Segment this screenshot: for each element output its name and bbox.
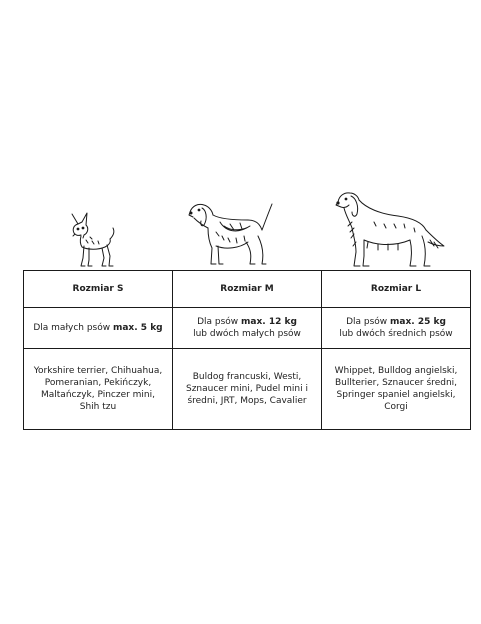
weight-row: [24, 308, 471, 349]
weight-prefix: Dla małych psów: [33, 323, 113, 333]
weight-suffix: lub dwóch małych psów: [193, 329, 301, 339]
weight-cell-s: [24, 308, 173, 349]
dog-illustrations: [0, 170, 481, 270]
weight-value: max. 25 kg: [390, 317, 446, 327]
golden-retriever-icon: [334, 186, 446, 270]
size-heading-s: Rozmiar S: [24, 271, 173, 308]
size-heading-l: Rozmiar L: [322, 271, 471, 308]
weight-prefix: Dla psów: [197, 317, 242, 327]
beagle-icon: [186, 198, 278, 270]
size-heading-m: Rozmiar M: [173, 271, 322, 308]
chihuahua-icon: [62, 210, 124, 270]
size-table: [23, 270, 471, 430]
breeds-cell-l: Whippet, Bulldog angielski, Bullterier, Sznaucer średni, Springer spaniel angielski, Corgi: [322, 349, 471, 430]
weight-prefix: Dla psów: [346, 317, 391, 327]
weight-value: max. 12 kg: [241, 317, 297, 327]
weight-cell-m: [173, 308, 322, 349]
breeds-row: [24, 349, 471, 430]
weight-cell-l: [322, 308, 471, 349]
breeds-cell-m: Buldog francuski, Westi, Sznaucer mini, Pudel mini i średni, JRT, Mops, Cavalier: [173, 349, 322, 430]
breeds-cell-s: Yorkshire terrier, Chihuahua, Pomeranian, Pekińczyk, Maltańczyk, Pinczer mini, Shih tzu: [24, 349, 173, 430]
weight-suffix: lub dwóch średnich psów: [339, 329, 453, 339]
weight-value: max. 5 kg: [112, 323, 163, 333]
size-heading-row: [24, 271, 471, 308]
